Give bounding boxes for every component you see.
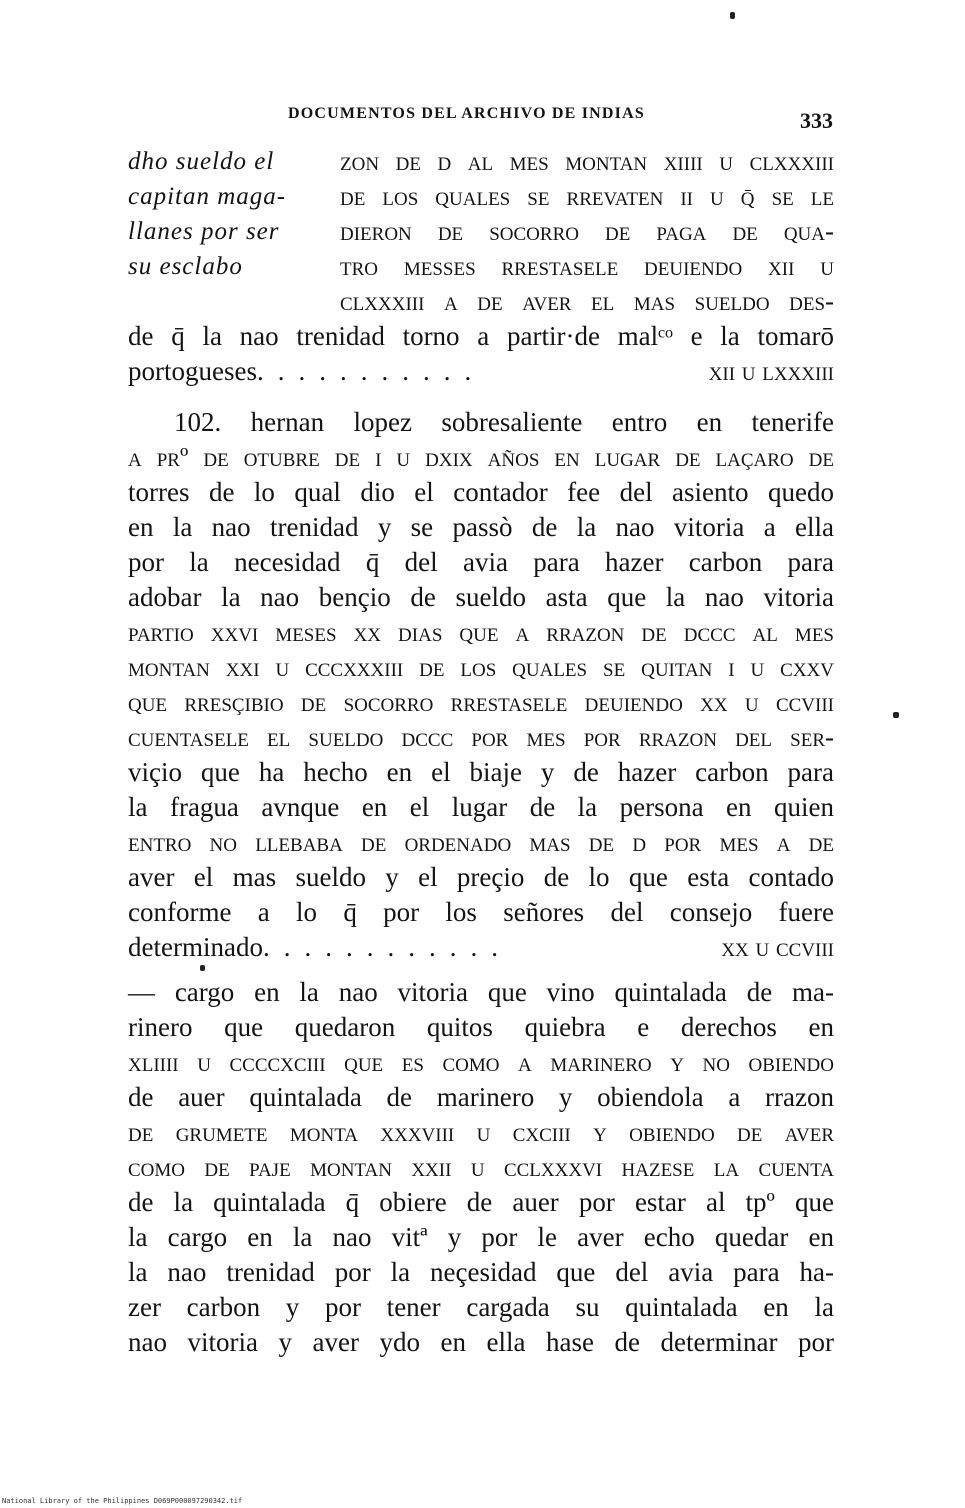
text-line: montan xxi u cccxxxiii de los quales se quitan i u cxxv <box>128 652 834 682</box>
entry-1-right-column <box>340 144 834 319</box>
text-line: viçio que ha hecho en el biaje y de hazer carbon para <box>128 757 834 787</box>
text-line: — cargo en la nao vitoria que vino quintalada de ma- <box>128 977 834 1007</box>
text-line: dieron de socorro de paga de qua- <box>340 216 834 246</box>
text-line: adobar la nao bençio de sueldo asta que la nao vitoria <box>128 582 834 612</box>
text-line: 102. hernan lopez sobresaliente entro en tenerife <box>174 407 834 437</box>
text-line: como de paje montan xxii u cclxxxvi hazese la cuenta <box>128 1152 834 1182</box>
total-label: portogueses. <box>128 356 264 386</box>
ink-speck <box>730 12 735 19</box>
text-line: zon de d al mes montan xiiii u clxxxiii <box>340 146 834 176</box>
entry-102 <box>128 405 834 965</box>
text-line: la fragua avnque en el lugar de la persona en quien <box>128 792 834 822</box>
total-amount: xii u lxxxiii <box>708 356 834 386</box>
running-head: DOCUMENTOS DEL ARCHIVO DE INDIAS <box>288 105 645 122</box>
total-line <box>128 354 834 389</box>
text-line: de la quintalada q̄ obiere de auer por estar al tpº que <box>128 1187 834 1217</box>
text-line: partio xxvi meses xx dias que a rrazon de dccc al mes <box>128 617 834 647</box>
text-line: por la necesidad q̄ del avia para hazer carbon para <box>128 547 834 577</box>
text-line: a prº de otubre de i u dxix años en lugar de laçaro de <box>128 442 834 472</box>
ink-speck <box>200 965 205 971</box>
page-number: 333 <box>800 108 833 133</box>
text-line: tro messes rrestasele deuiendo xii u <box>340 251 834 281</box>
text-line: nao vitoria y aver ydo en ella hase de determinar por <box>128 1327 834 1357</box>
text-line: conforme a lo q̄ por los señores del consejo fuere <box>128 897 834 927</box>
text-line: la cargo en la nao vitª y por le aver echo quedar en <box>128 1222 834 1252</box>
text-line: xliiii u ccccxciii que es como a marinero y no obiendo <box>128 1047 834 1077</box>
text-line: rinero que quedaron quitos quiebra e derechos en <box>128 1012 834 1042</box>
text-line: entro no llebaba de ordenado mas de d por mes a de <box>128 827 834 857</box>
text-line: cuentasele el sueldo dccc por mes por rrazon del ser- <box>128 722 834 752</box>
text-line: en la nao trenidad y se passò de la nao vitoria a ella <box>128 512 834 542</box>
text-line: que rresçibio de socorro rrestasele deuiendo xx u ccviii <box>128 687 834 717</box>
dot-leader: ........... <box>283 932 512 962</box>
text-line: de grumete monta xxxviii u cxciii y obiendo de aver <box>128 1117 834 1147</box>
entry-cargo <box>128 975 834 1360</box>
text-line: de los quales se rrevaten ii u q̄ se le <box>340 181 834 211</box>
dot-leader: .......... <box>277 356 486 386</box>
text-line: la nao trenidad por la neçesidad que del avia para ha- <box>128 1257 834 1287</box>
margin-note-line: su esclabo <box>128 253 243 280</box>
margin-note-line: capitan maga- <box>128 183 287 210</box>
total-label: determinado. <box>128 932 270 962</box>
margin-note <box>128 144 333 284</box>
text-line: de auer quintalada de marinero y obiendola a rrazon <box>128 1082 834 1112</box>
text-line: torres de lo qual dio el contador fee del asiento quedo <box>128 477 834 507</box>
ink-speck <box>893 712 899 718</box>
total-amount: xx u ccviii <box>721 932 834 962</box>
text-line: de q̄ la nao trenidad torno a partir·de malᶜᵒ e la tomarō <box>128 321 834 351</box>
scan-footer: National Library of the Philippines D069P000097290342.tif <box>2 1497 243 1505</box>
text-line: clxxxiii a de aver el mas sueldo des- <box>340 286 834 316</box>
entry-1-continuation <box>128 319 834 389</box>
text-line: aver el mas sueldo y el preçio de lo que esta contado <box>128 862 834 892</box>
text-line: zer carbon y por tener cargada su quintalada en la <box>128 1292 834 1322</box>
margin-note-line: dho sueldo el <box>128 148 275 175</box>
total-line <box>128 930 834 965</box>
margin-note-line: llanes por ser <box>128 218 280 245</box>
